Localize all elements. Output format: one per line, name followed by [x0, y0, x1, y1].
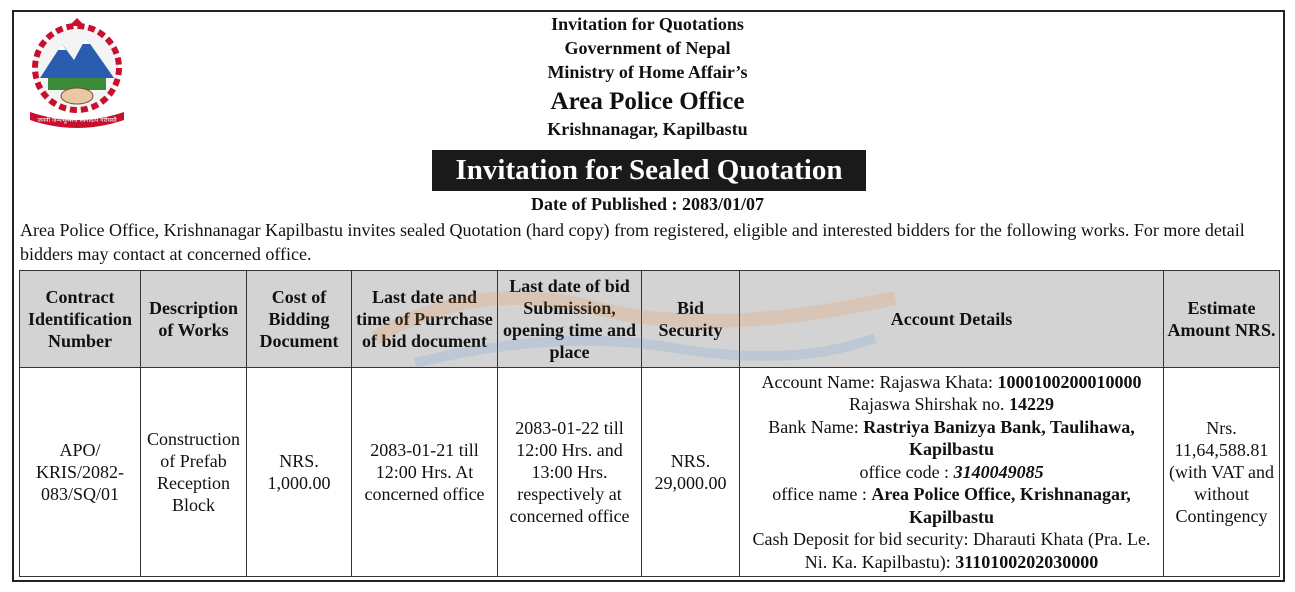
intro-paragraph: Area Police Office, Krishnanagar Kapilbastu invites sealed Quotation (hard copy) from registered, eligible and interested bidders for the following works. For more detail bidders may contact at concerned office.	[20, 220, 1245, 264]
heading-line-1: Invitation for Quotations	[551, 14, 744, 34]
header-contract-id: Contract Identification Number	[20, 271, 141, 368]
office-name-label: office name :	[772, 484, 872, 505]
date-published: Date of Published : 2083/01/07	[530, 194, 764, 214]
office-code-value: 3140049085	[953, 461, 1044, 482]
header-account-details: Account Details	[740, 271, 1164, 368]
cell-purchase-deadline: 2083-01-21 till 12:00 Hrs. At concerned office	[352, 368, 498, 577]
table-row	[20, 368, 1280, 577]
cell-submission-deadline: 2083-01-22 till 12:00 Hrs. and 13:00 Hrs. respectively at concerned office	[498, 368, 642, 577]
office-location: Krishnanagar, Kapilbastu	[547, 119, 748, 139]
quotation-table	[19, 270, 1280, 577]
cash-deposit-value: 3110100202030000	[955, 551, 1099, 572]
table-header-row	[20, 271, 1280, 368]
account-name-label: Account Name: Rajaswa Khata:	[761, 371, 998, 392]
header-estimate: Estimate Amount NRS.	[1164, 271, 1280, 368]
cell-bid-security: NRS. 29,000.00	[642, 368, 740, 577]
account-name-value: 1000100200010000	[997, 371, 1142, 392]
shirshak-value: 14229	[1008, 394, 1054, 415]
cell-account-details	[740, 368, 1164, 577]
header-purchase-deadline: Last date and time of Purrchase of bid document	[352, 271, 498, 368]
cell-cost: NRS. 1,000.00	[247, 368, 352, 577]
cell-description: Construction of Prefab Reception Block	[141, 368, 247, 577]
office-name-value: Area Police Office, Krishnanagar, Kapilbastu	[871, 484, 1131, 527]
header-cost: Cost of Bidding Document	[247, 271, 352, 368]
heading-line-3: Ministry of Home Affair’s	[547, 62, 748, 82]
header-bid-security: Bid Security	[642, 271, 740, 368]
emblem-motto: जननी जन्मभूमिश्च स्वर्गादपि गरीयसी	[37, 117, 117, 124]
office-title: Area Police Office	[550, 88, 745, 115]
heading-line-2: Government of Nepal	[564, 38, 731, 58]
notice-banner: Invitation for Sealed Quotation	[432, 150, 866, 191]
cash-deposit-label: Cash Deposit for bid security: Dharauti Khata (Pra. Le. Ni. Ka. Kapilbastu):	[752, 529, 1151, 572]
header-submission-deadline: Last date of bid Submission, opening time and place	[498, 271, 642, 368]
office-code-label: office code :	[859, 461, 954, 482]
bank-value: Rastriya Banizya Bank, Taulihawa, Kapilbastu	[863, 416, 1135, 460]
shirshak-label: Rajaswa Shirshak no.	[849, 394, 1009, 415]
cell-contract-id: APO/ KRIS/2082- 083/SQ/01	[20, 368, 141, 577]
bank-label: Bank Name:	[768, 416, 864, 437]
cell-estimate: Nrs. 11,64,588.81 (with VAT and without Contingency	[1164, 368, 1280, 577]
header-description: Description of Works	[141, 271, 247, 368]
